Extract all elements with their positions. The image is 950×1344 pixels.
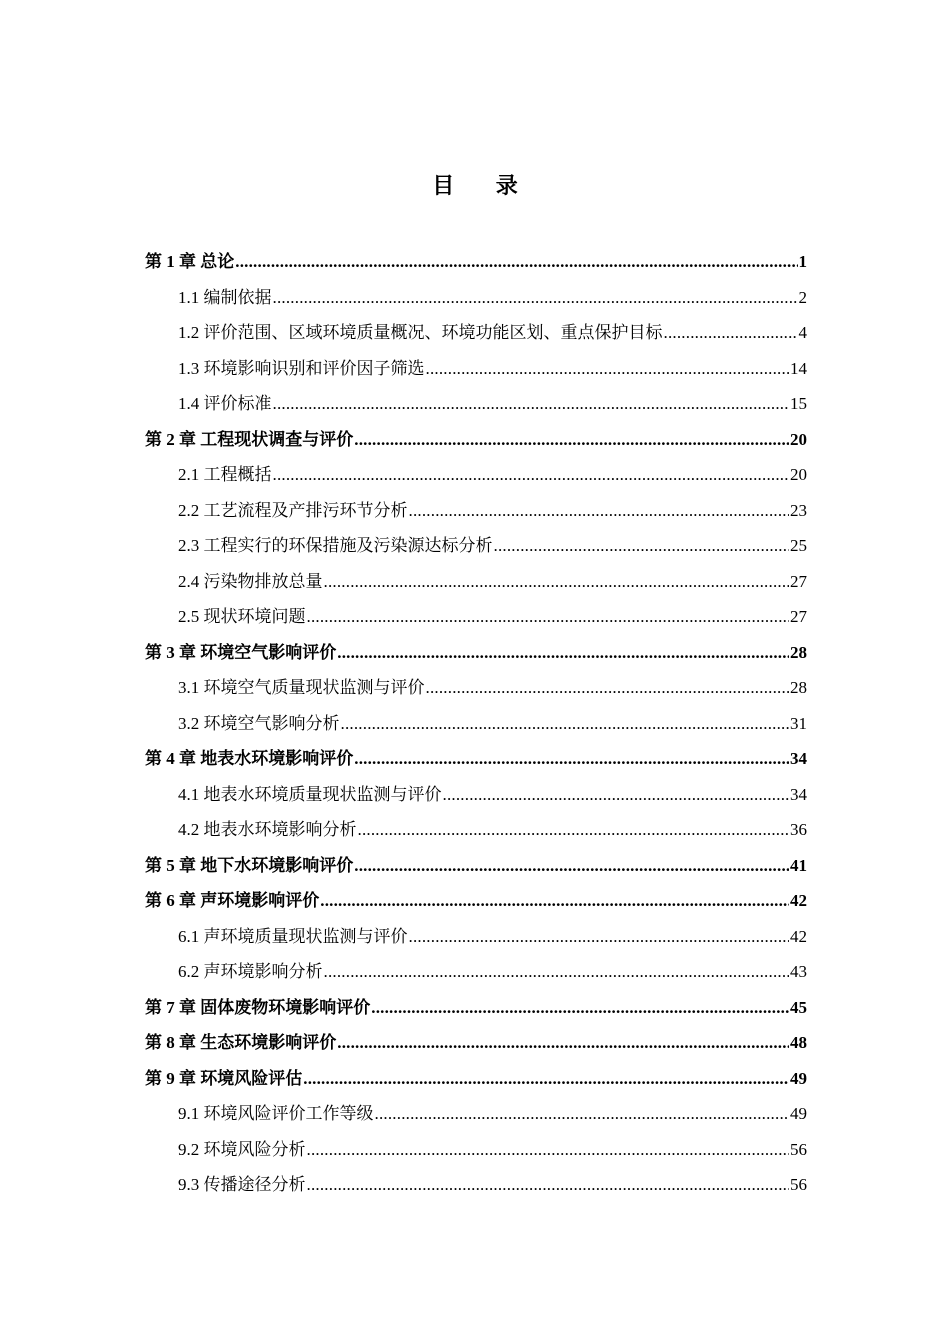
toc-page-number: 56 [790,1139,807,1159]
toc-page-number: 49 [790,1104,807,1123]
toc-section-entry[interactable] [145,812,807,848]
toc-section-entry[interactable] [145,777,807,813]
toc-page-number: 48 [790,1033,807,1052]
toc-dot-leader [337,635,789,671]
toc-dot-leader [307,599,790,635]
toc-dot-leader [354,848,789,884]
table-of-contents [145,244,807,1203]
toc-page-number: 41 [790,855,807,875]
toc-dot-leader [664,315,798,351]
toc-page-number: 20 [790,429,807,449]
toc-page-number: 43 [790,962,807,981]
toc-entry-label: 第 7 章 固体废物环境影响评价 [145,997,371,1017]
toc-entry-label: 2.2 工艺流程及产排污环节分析 [178,500,408,520]
toc-dot-leader [375,1096,790,1132]
toc-section-entry[interactable] [145,528,807,564]
toc-section-entry[interactable] [145,1132,807,1168]
toc-entry-label: 第 6 章 声环境影响评价 [145,891,320,910]
toc-section-entry[interactable] [145,351,807,387]
toc-entry-label: 2.5 现状环境问题 [178,607,306,626]
toc-section-entry[interactable] [145,599,807,635]
toc-entry-label: 2.3 工程实行的环保措施及污染源达标分析 [178,536,493,555]
toc-page-number: 23 [790,500,807,520]
toc-page-number: 28 [790,678,807,697]
toc-page-number: 34 [790,749,807,768]
toc-entry-label: 6.1 声环境质量现状监测与评价 [178,926,408,946]
toc-page-number: 27 [790,607,807,626]
toc-title: 目 录 [432,173,536,198]
toc-entry-label: 第 3 章 环境空气影响评价 [145,642,337,662]
toc-dot-leader [273,280,798,316]
toc-entry-label: 第 4 章 地表水环境影响评价 [145,749,354,768]
toc-section-entry[interactable] [145,386,807,422]
toc-entry-label: 1.4 评价标准 [178,394,272,413]
toc-page-number: 31 [790,713,807,733]
toc-dot-leader [337,1025,789,1061]
toc-entry-label: 9.3 传播途径分析 [178,1175,306,1194]
toc-dot-leader [320,883,789,919]
toc-entry-label: 4.1 地表水环境质量现状监测与评价 [178,784,442,804]
toc-chapter-entry[interactable] [145,244,807,280]
toc-entry-label: 1.1 编制依据 [178,287,272,307]
toc-section-entry[interactable] [145,1167,807,1203]
toc-page-number: 42 [790,926,807,946]
toc-page-number: 2 [798,287,807,307]
toc-chapter-entry[interactable] [145,883,807,919]
toc-dot-leader [324,564,790,600]
toc-entry-label: 2.4 污染物排放总量 [178,571,323,591]
toc-entry-label: 6.2 声环境影响分析 [178,962,323,981]
toc-section-entry[interactable] [145,919,807,955]
toc-page-number: 1 [798,252,807,271]
toc-entry-label: 3.2 环境空气影响分析 [178,713,340,733]
toc-dot-leader [235,244,797,280]
toc-entry-label: 2.1 工程概括 [178,465,272,484]
toc-chapter-entry[interactable] [145,635,807,671]
toc-page-number: 15 [790,394,807,413]
toc-dot-leader [354,422,789,458]
toc-page-number: 27 [790,571,807,591]
toc-entry-label: 1.2 评价范围、区域环境质量概况、环境功能区划、重点保护目标 [178,323,663,342]
toc-entry-label: 第 9 章 环境风险评估 [145,1068,303,1088]
toc-chapter-entry[interactable] [145,990,807,1026]
toc-chapter-entry[interactable] [145,1061,807,1097]
toc-page-number: 49 [790,1068,807,1088]
toc-page-number: 20 [790,465,807,484]
toc-dot-leader [494,528,790,564]
toc-entry-label: 第 5 章 地下水环境影响评价 [145,855,354,875]
toc-chapter-entry[interactable] [145,741,807,777]
toc-page-number: 45 [790,997,807,1017]
toc-entry-label: 4.2 地表水环境影响分析 [178,820,357,839]
toc-dot-leader [409,919,790,955]
toc-page-number: 28 [790,642,807,662]
toc-dot-leader [273,457,790,493]
toc-dot-leader [426,670,790,706]
toc-section-entry[interactable] [145,315,807,351]
toc-dot-leader [426,351,790,387]
toc-entry-label: 第 8 章 生态环境影响评价 [145,1033,337,1052]
toc-entry-label: 第 2 章 工程现状调查与评价 [145,429,354,449]
toc-page-number: 14 [790,358,807,378]
toc-entry-label: 9.2 环境风险分析 [178,1139,306,1159]
toc-dot-leader [303,1061,789,1097]
toc-dot-leader [341,706,790,742]
toc-page-number: 36 [790,820,807,839]
toc-dot-leader [409,493,790,529]
toc-dot-leader [307,1132,790,1168]
toc-chapter-entry[interactable] [145,848,807,884]
toc-dot-leader [443,777,790,813]
toc-dot-leader [307,1167,790,1203]
toc-entry-label: 第 1 章 总论 [145,252,235,271]
toc-section-entry[interactable] [145,280,807,316]
toc-dot-leader [273,386,790,422]
toc-page-number: 56 [790,1175,807,1194]
toc-dot-leader [354,741,789,777]
toc-section-entry[interactable] [145,457,807,493]
toc-entry-label: 3.1 环境空气质量现状监测与评价 [178,678,425,697]
toc-section-entry[interactable] [145,564,807,600]
toc-chapter-entry[interactable] [145,422,807,458]
toc-section-entry[interactable] [145,493,807,529]
toc-section-entry[interactable] [145,1096,807,1132]
toc-entry-label: 1.3 环境影响识别和评价因子筛选 [178,358,425,378]
toc-chapter-entry[interactable] [145,1025,807,1061]
toc-dot-leader [324,954,790,990]
toc-page-number: 42 [790,891,807,910]
toc-page-number: 4 [798,323,807,342]
toc-page-number: 34 [790,784,807,804]
toc-section-entry[interactable] [145,706,807,742]
toc-entry-label: 9.1 环境风险评价工作等级 [178,1104,374,1123]
toc-section-entry[interactable] [145,954,807,990]
toc-section-entry[interactable] [145,670,807,706]
toc-dot-leader [371,990,789,1026]
toc-page-number: 25 [790,536,807,555]
toc-dot-leader [358,812,790,848]
